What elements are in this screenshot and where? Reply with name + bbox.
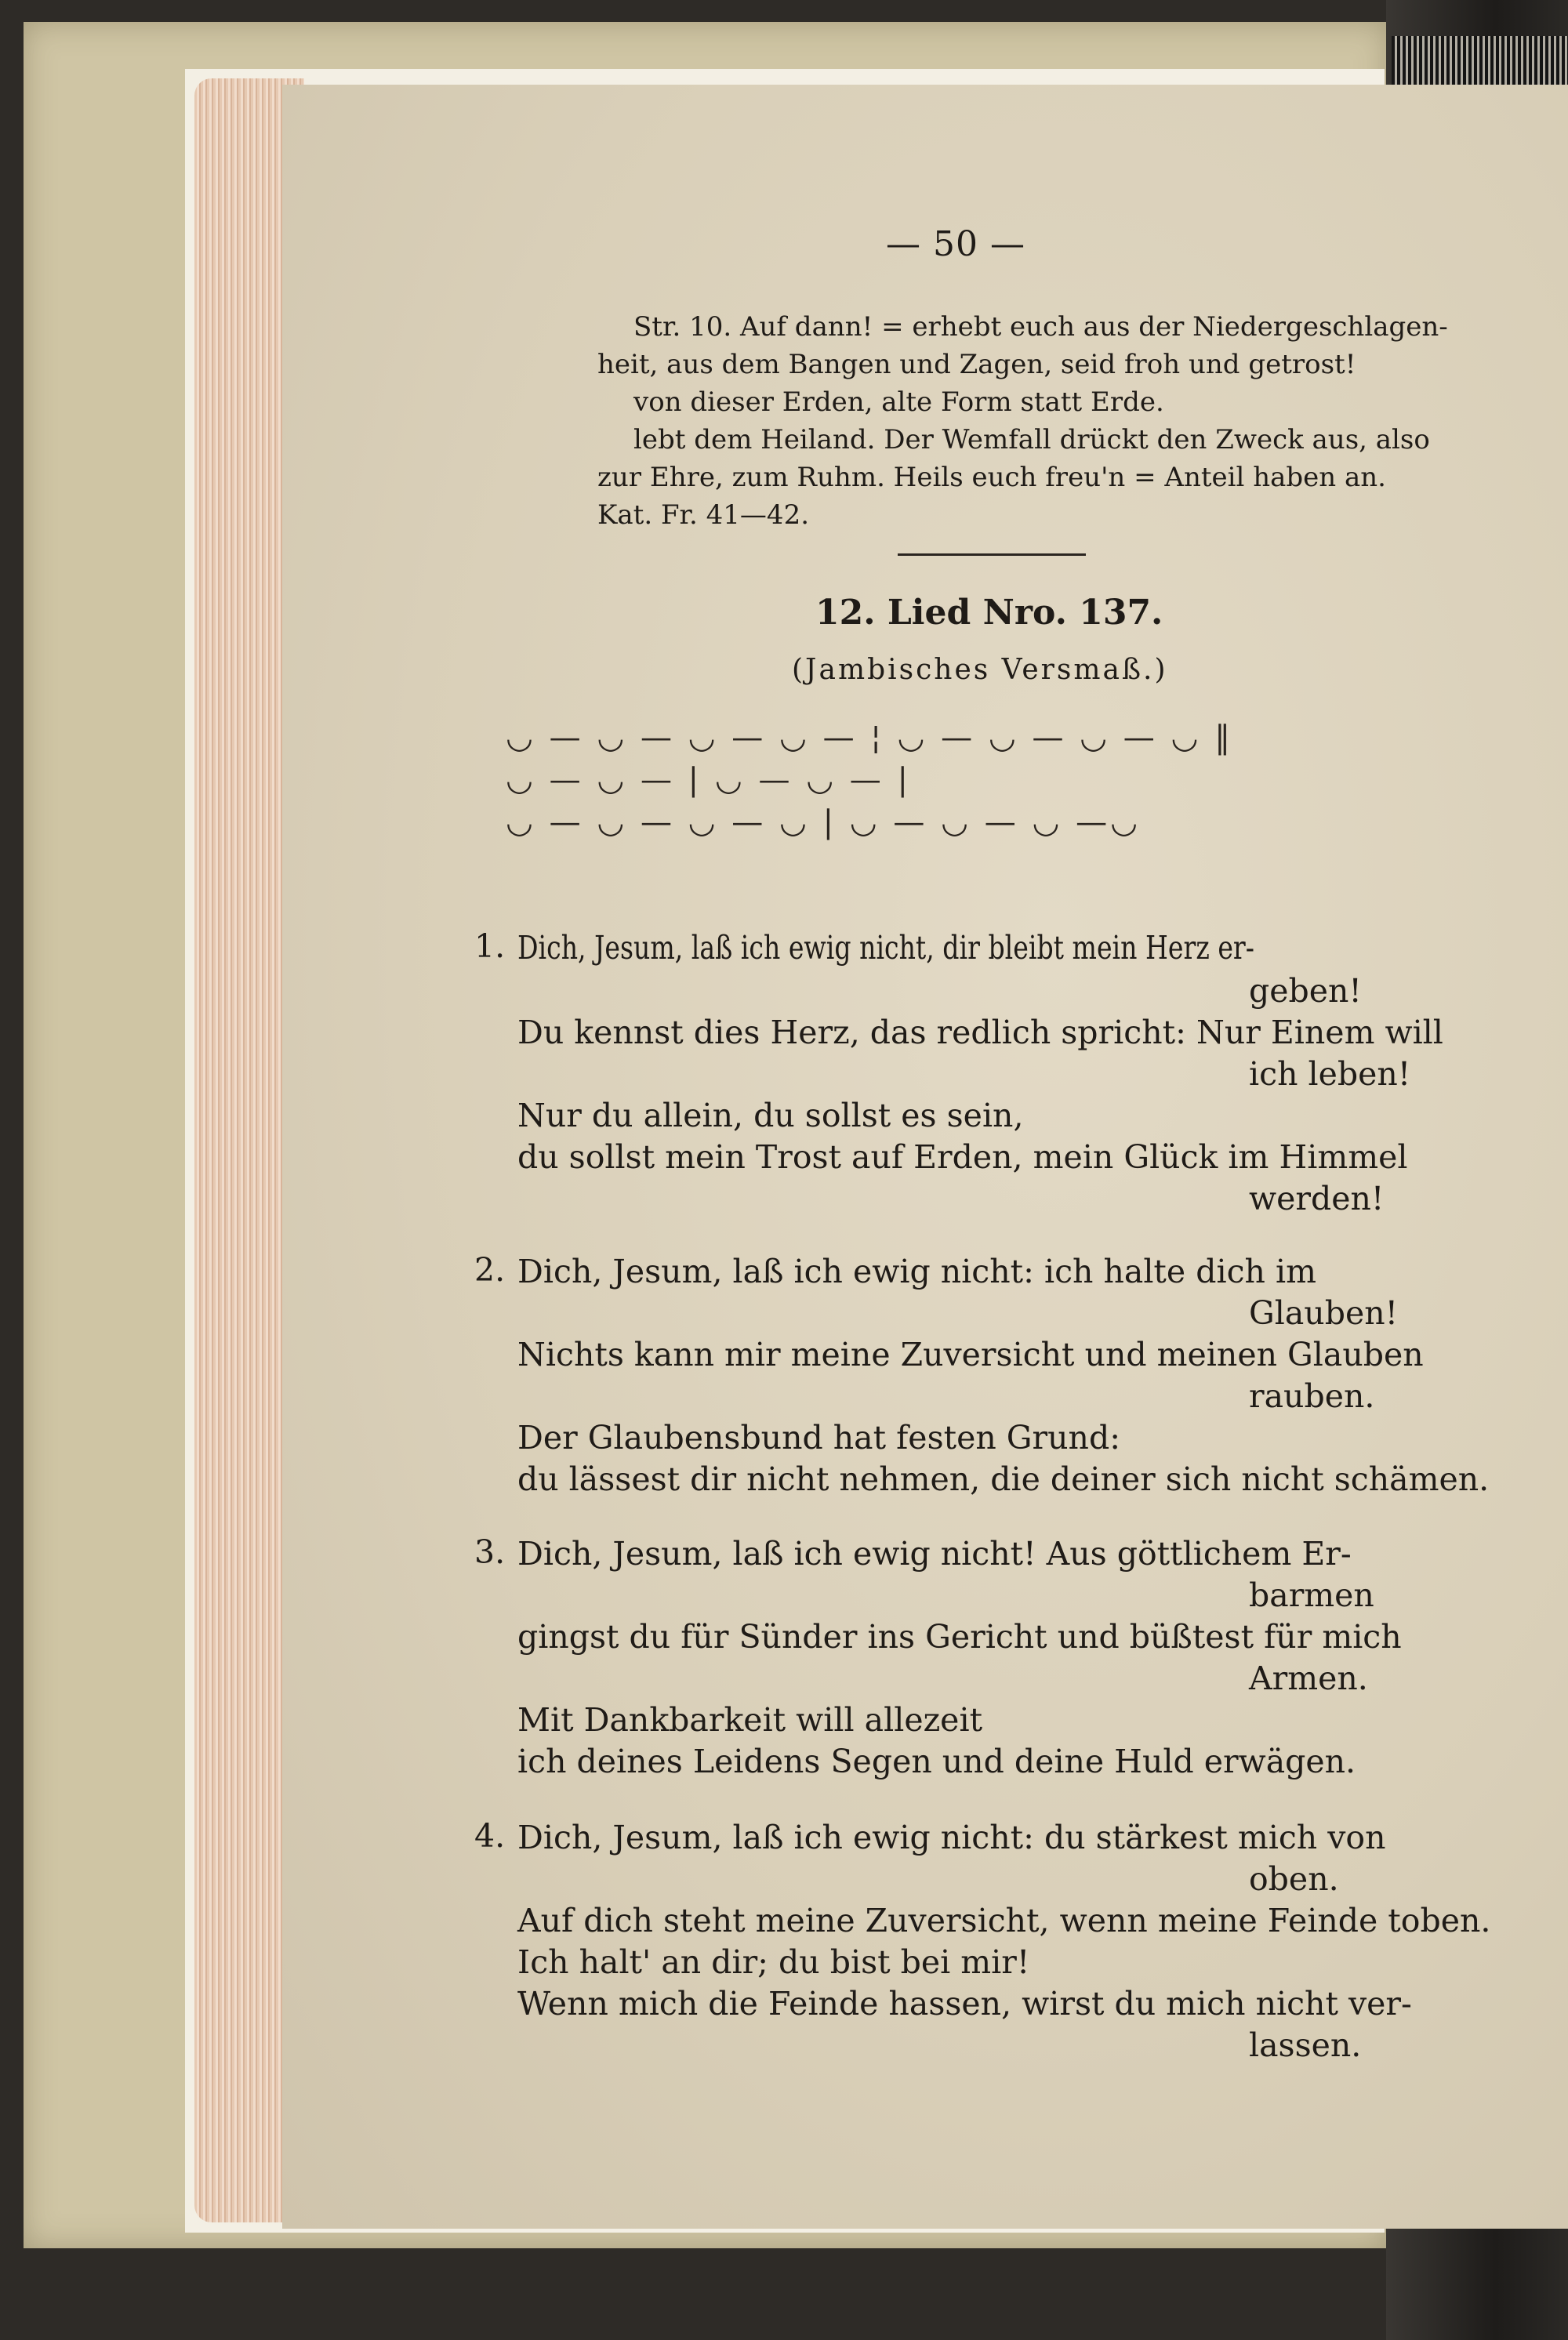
verse-line: Nichts kann mir meine Zuversicht und meinen Glauben <box>517 1336 1424 1373</box>
meter-scheme-line: ◡ — ◡ — | ◡ — ◡ — | <box>506 762 911 798</box>
verse-line: rauben. <box>1249 1377 1375 1415</box>
verse-line: Dich, Jesum, laß ich ewig nicht! Aus göttlichem Er- <box>517 1535 1352 1573</box>
verse-line: geben! <box>1249 972 1362 1010</box>
note-line: Str. 10. Auf dann! = erhebt euch aus der Niedergeschlagen- <box>633 311 1448 343</box>
book-page <box>282 85 1568 2229</box>
verse-line: Ich halt' an dir; du bist bei mir! <box>517 1943 1030 1981</box>
verse-line: barmen <box>1249 1576 1374 1614</box>
note-line: zur Ehre, zum Ruhm. Heils euch freu'n = Anteil haben an. <box>597 462 1386 493</box>
verse-line: Auf dich steht meine Zuversicht, wenn meine Feinde toben. <box>517 1902 1491 1939</box>
meter-name: (Jambisches Versmaß.) <box>792 654 1168 686</box>
verse-line: oben. <box>1249 1860 1339 1898</box>
verse-line: Mit Dankbarkeit will allezeit <box>517 1701 983 1739</box>
verse-line: Dich, Jesum, laß ich ewig nicht: ich halte dich im <box>517 1253 1316 1290</box>
note-line: heit, aus dem Bangen und Zagen, seid froh und getrost! <box>597 349 1356 380</box>
song-title: 12. Lied Nro. 137. <box>815 593 1163 633</box>
verse-line: lassen. <box>1249 2026 1362 2064</box>
verse-line: du sollst mein Trost auf Erden, mein Glück im Himmel <box>517 1138 1408 1176</box>
note-line: von dieser Erden, alte Form statt Erde. <box>633 386 1164 418</box>
verse-line: Armen. <box>1249 1660 1368 1697</box>
stanza-number: 1. <box>474 927 506 965</box>
verse-line: Glauben! <box>1249 1294 1399 1332</box>
meter-scheme-line: ◡ — ◡ — ◡ — ◡ | ◡ — ◡ — ◡ —◡ <box>506 804 1141 840</box>
note-line: Kat. Fr. 41—42. <box>597 499 810 531</box>
meter-scheme-line: ◡ — ◡ — ◡ — ◡ — ¦ ◡ — ◡ — ◡ — ◡ ‖ <box>506 720 1234 756</box>
page-number: — 50 — <box>886 224 1025 264</box>
verse-line <box>517 927 1505 968</box>
stanza-number: 3. <box>474 1533 506 1571</box>
verse-line: Der Glaubensbund hat festen Grund: <box>517 1419 1121 1457</box>
section-divider <box>898 553 1086 556</box>
verse-line: Du kennst dies Herz, das redlich spricht: Nur Einem will <box>517 1014 1443 1051</box>
verse-line: ich leben! <box>1249 1055 1411 1093</box>
note-line: lebt dem Heiland. Der Wemfall drückt den Zweck aus, also <box>633 424 1430 455</box>
verse-line: Nur du allein, du sollst es sein, <box>517 1097 1024 1134</box>
verse-line: gingst du für Sünder ins Gericht und büßtest für mich <box>517 1618 1402 1656</box>
stanza-number: 4. <box>474 1817 506 1855</box>
verse-line: werden! <box>1249 1180 1385 1217</box>
stanza-number: 2. <box>474 1251 506 1289</box>
verse-line: ich deines Leidens Segen und deine Huld erwägen. <box>517 1743 1356 1780</box>
verse-line: Wenn mich die Feinde hassen, wirst du mich nicht ver- <box>517 1985 1412 2023</box>
verse-line: du lässest dir nicht nehmen, die deiner sich nicht schämen. <box>517 1460 1490 1498</box>
verse-line: Dich, Jesum, laß ich ewig nicht: du stärkest mich von <box>517 1819 1386 1856</box>
verse-text: Dich, Jesum, laß ich ewig nicht, dir bleibt mein Herz er- <box>517 929 1254 967</box>
